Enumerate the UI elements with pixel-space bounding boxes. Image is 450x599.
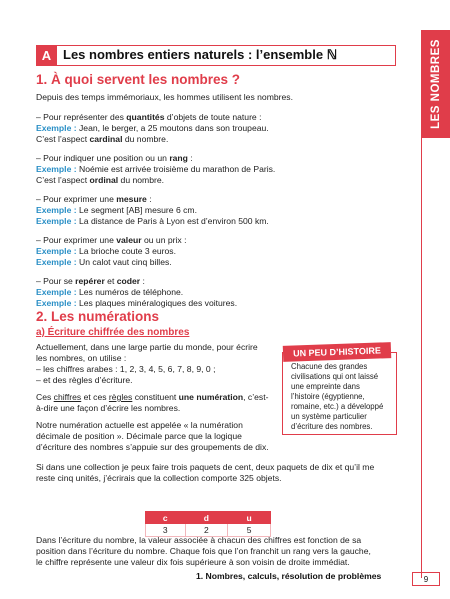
history-line: Chacune des grandes <box>291 362 368 371</box>
place-value-table <box>145 511 271 537</box>
history-line: l’histoire (égyptienne, <box>291 392 365 401</box>
history-title: UN PEU D’HISTOIRE <box>283 342 391 362</box>
aspect-line: C’est l’aspect cardinal du nombre. <box>36 134 169 144</box>
item-value: – Pour exprimer une valeur ou un prix : <box>36 235 187 245</box>
aspect-line: C’est l’aspect ordinal du nombre. <box>36 175 165 185</box>
history-line: un système particulier <box>291 412 367 421</box>
side-rule <box>421 138 422 578</box>
text-line: le chiffre représente une valeur dix fois supérieure à son voisin de droite immédiat. <box>36 557 350 567</box>
text-line: position dans l’écriture du nombre. Chaque fois que l’on franchit un rang vers la gauche, <box>36 546 371 556</box>
item-rank: – Pour indiquer une position ou un rang : <box>36 153 193 163</box>
text-line: Notre numération actuelle est appelée « la numération <box>36 420 243 430</box>
example-line: Exemple : Le segment [AB] mesure 6 cm. <box>36 205 197 215</box>
text-line: – les chiffres arabes : 1, 2, 3, 4, 5, 6, 7, 8, 9, 0 ; <box>36 364 216 374</box>
example-line: Exemple : La distance de Paris à Lyon est d’environ 500 km. <box>36 216 269 226</box>
example-line: Exemple : La brioche coute 3 euros. <box>36 246 176 256</box>
text-line: Si dans une collection je peux faire trois paquets de cent, deux paquets de dix et qu’il me <box>36 462 375 472</box>
item-quantities: – Pour représenter des quantités d’objets de toute nature : <box>36 112 262 122</box>
item-locate: – Pour se repérer et coder : <box>36 276 145 286</box>
example-line: Exemple : Les numéros de téléphone. <box>36 287 184 297</box>
header-tens: d <box>185 512 228 524</box>
heading-1: 1. À quoi servent les nombres ? <box>36 72 241 87</box>
side-tab <box>421 30 450 138</box>
header-hundreds: c <box>146 512 186 524</box>
text-line: à-dire une façon d’écrire les nombres. <box>36 403 181 413</box>
history-line: civilisations qui ont laissé <box>291 372 379 381</box>
history-line: romaine, etc.) a développé <box>291 402 384 411</box>
text-line: Dans l’écriture du nombre, la valeur associée à chacun des chiffres est fonction de sa <box>36 535 362 545</box>
text-line: reste cinq unités, j’écrirais que la collection comporte 325 objets. <box>36 473 282 483</box>
text-line: d’écriture des nombres s’appuie sur des groupements de dix. <box>36 442 269 452</box>
example-line: Exemple : Noémie est arrivée troisième du marathon de Paris. <box>36 164 276 174</box>
header-units: u <box>228 512 271 524</box>
footer-chapter: 1. Nombres, calculs, résolution de problèmes <box>196 571 382 581</box>
heading-2: 2. Les numérations <box>36 309 160 324</box>
page-number: 9 <box>412 572 440 586</box>
item-measure: – Pour exprimer une mesure : <box>36 194 152 204</box>
example-line: Exemple : Un calot vaut cinq billes. <box>36 257 172 267</box>
text-line: les nombres, on utilise : <box>36 353 127 363</box>
example-line: Exemple : Les plaques minéralogiques des voitures. <box>36 298 238 308</box>
text-line: Actuellement, dans une large partie du monde, pour écrire <box>36 342 258 352</box>
side-tab-label: LES NOMBRES <box>429 39 442 129</box>
history-line: d’écriture des nombres. <box>291 422 373 431</box>
text-line: Ces chiffres et ces règles constituent une numération, c’est- <box>36 392 269 402</box>
history-line: une empreinte dans <box>291 382 360 391</box>
section-header <box>36 44 396 66</box>
section-letter-badge: A <box>36 45 57 66</box>
subheading-a: a) Écriture chiffrée des nombres <box>36 327 190 338</box>
text-line: – et des règles d’écriture. <box>36 375 133 385</box>
intro-text: Depuis des temps immémoriaux, les hommes utilisent les nombres. <box>36 92 293 102</box>
text-line: décimale de position ». Décimale parce que la logique <box>36 431 242 441</box>
cell-units: 5 <box>228 524 271 537</box>
example-line: Exemple : Jean, le berger, a 25 moutons dans son troupeau. <box>36 123 269 133</box>
history-box <box>282 352 397 435</box>
section-title: Les nombres entiers naturels : l’ensemble ℕ <box>57 45 396 66</box>
cell-tens: 2 <box>185 524 228 537</box>
cell-hundreds: 3 <box>146 524 186 537</box>
